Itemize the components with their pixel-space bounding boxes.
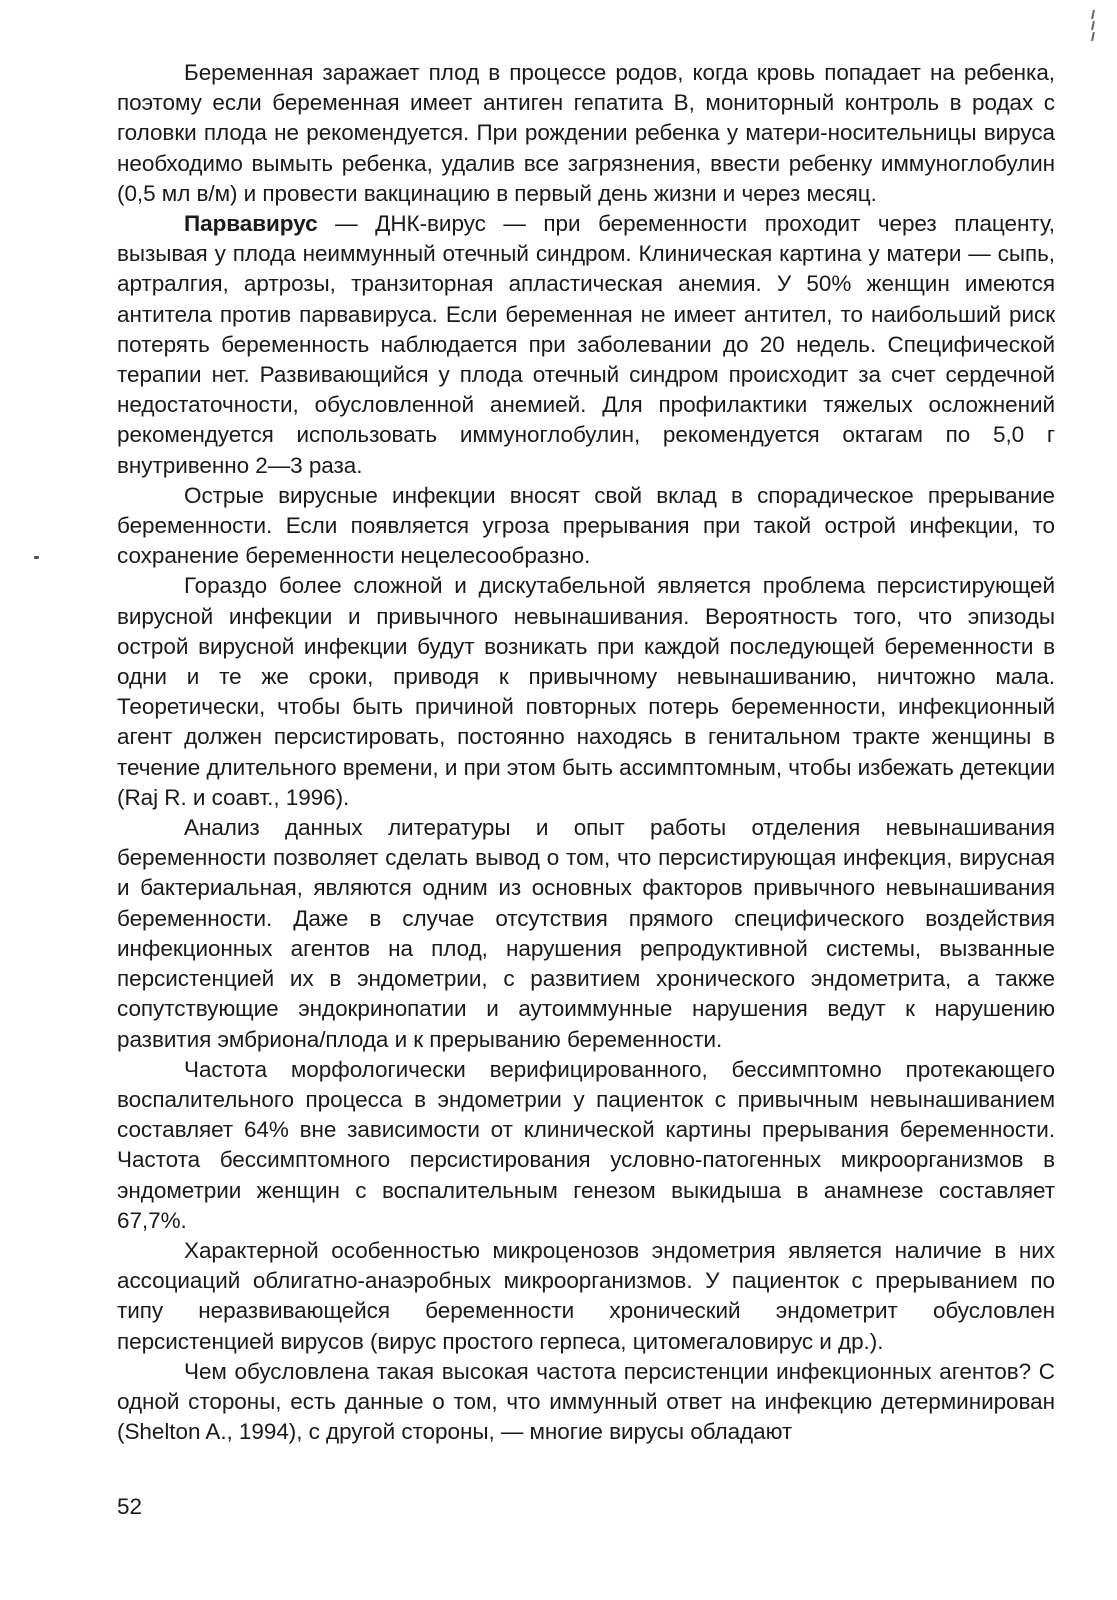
paragraph-text: Частота морфологически верифицированного, бессимптомно протекающего воспалительного процесса в эндометрии у пациенток с привычным невынашиванием составляет 64% вне зависимости от клинической картины прерывания беременности. Частота бессимптомного персистирования условно-патогенных микроорганизмов в эндометрии женщин с воспалительным генезом выкидыша в анамнезе составляет 67,7%. xyxy=(117,1056,1055,1233)
paragraph-text: Чем обусловлена такая высокая частота персистенции инфекционных агентов? С одной стороны, есть данные о том, что иммунный ответ на инфекцию детерминирован (Shelton A., 1994), с другой стороны, — многие вирусы обладают xyxy=(117,1358,1055,1445)
margin-scan-mark xyxy=(34,556,39,559)
paragraph-text: — ДНК-вирус — при беременности проходит через плаценту, вызывая у плода неиммунный отечный синдром. Клиническая картина у матери — сыпь, артралгия, артрозы, транзиторная апластическая анемия. У 50% женщин имеются антитела против парвавируса. Если беременная не имеет антител, то наибольший риск потерять беременность наблюдается при заболевании до 20 недель. Специфической терапии нет. Развивающийся у плода отечный синдром происходит за счет сердечной недостаточности, обусловленной анемией. Для профилактики тяжелых осложнений рекомендуется использовать иммуноглобулин, рекомендуется октагам по 5,0 г внутривенно 2—3 раза. xyxy=(117,211,1055,478)
paragraph-text: Беременная заражает плод в процессе родов, когда кровь попадает на ребенка, поэтому если беременная имеет антиген гепатита В, мониторный контроль в родах с головки плода не рекомендуется. При рождении ребенка у матери-носительницы вируса необходимо вымыть ребенка, удалив все загрязнения, ввести ребенку иммуноглобулин (0,5 мл в/м) и провести вакцинацию в первый день жизни и через месяц. xyxy=(117,60,1055,206)
page-number: 52 xyxy=(117,1494,143,1519)
paragraph-microcenosis xyxy=(117,1236,1055,1357)
paragraph-text: Анализ данных литературы и опыт работы отделения невынашивания беременности позволяет сделать вывод о том, что персистирующая инфекция, вирусная и бактериальная, являются одним из основных факторов привычного невынашивания беременности. Даже в случае отсутствия прямого специфического воздействия инфекционных агентов на плод, нарушения репродуктивной системы, вызванные персистенцией их в эндометрии, с развитием хронического эндометрита, а также сопутствующие эндокринопатии и аутоиммунные нарушения ведут к нарушению развития эмбриона/плода и к прерыванию беременности. xyxy=(117,815,1055,1052)
paragraph-text: Характерной особенностью микроценозов эндометрия является наличие в них ассоциаций облигатно-анаэробных микроорганизмов. У пациенток с прерыванием по типу неразвивающейся беременности хронический эндометрит обусловлен персистенцией вирусов (вирус простого герпеса, цитомегаловирус и др.). xyxy=(117,1237,1055,1354)
paragraph-acute-infections xyxy=(117,481,1055,572)
paragraph-frequency xyxy=(117,1055,1055,1236)
paragraph-persistent-infection xyxy=(117,571,1055,813)
paragraph-high-persistence xyxy=(117,1357,1055,1448)
paragraph-literature-analysis xyxy=(117,813,1055,1055)
paragraph-text: Гораздо более сложной и дискутабельной является проблема персистирующей вирусной инфекции и привычного невынашивания. Вероятность того, что эпизоды острой вирусной инфекции будут возникать при каждой последующей беременности в одни и те же сроки, приводя к привычному невынашиванию, ничтожно мала. Теоретически, чтобы быть причиной повторных потерь беременности, инфекционный агент должен персистировать, постоянно находясь в генитальном тракте женщины в течение длительного времени, и при этом быть ассимптомным, чтобы избежать детекции (Raj R. и соавт., 1996). xyxy=(117,573,1055,810)
paragraph-text: Острые вирусные инфекции вносят свой вклад в спорадическое прерывание беременности. Если появляется угроза прерывания при такой острой инфекции, то сохранение беременности нецелесообразно. xyxy=(117,482,1055,569)
page-body xyxy=(117,58,1055,1447)
paragraph-parvovirus xyxy=(117,209,1055,481)
paragraph-lead-term: Парвавирус xyxy=(184,211,318,237)
paragraph-hepatitis-b xyxy=(117,58,1055,209)
corner-scan-mark xyxy=(1090,8,1096,46)
